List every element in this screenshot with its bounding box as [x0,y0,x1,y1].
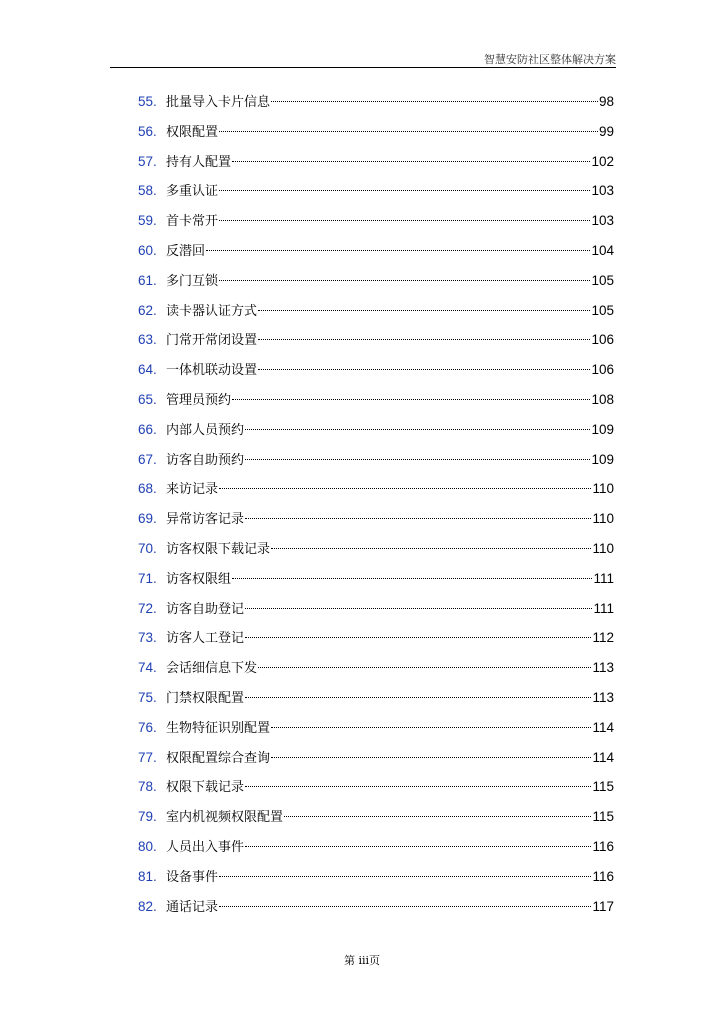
header-divider [110,67,616,68]
toc-entry[interactable] [138,597,614,627]
toc-entry-title[interactable]: 访客权限下载记录 [166,541,271,557]
toc-entry-number: 74. [138,660,157,676]
toc-entry-page[interactable]: 102 [591,153,614,169]
toc-dot-leader [232,578,592,579]
toc-entry[interactable] [138,537,614,567]
toc-entry-number: 61. [138,272,157,288]
toc-entry-title[interactable]: 生物特征识别配置 [166,720,271,736]
page-header [0,0,724,70]
toc-entry-number: 58. [138,183,157,199]
toc-entry-page[interactable]: 103 [591,183,614,199]
toc-entry[interactable] [138,656,614,686]
toc-entry-title[interactable]: 多重认证 [166,184,219,200]
toc-entry-number: 72. [138,600,157,616]
toc-entry[interactable] [138,209,614,239]
toc-entry-number: 56. [138,123,157,139]
toc-entry-page[interactable]: 108 [591,391,614,407]
toc-entry-number: 65. [138,391,157,407]
toc-dot-leader [219,131,598,132]
toc-entry-title[interactable]: 管理员预约 [166,392,232,408]
document-title: 智慧安防社区整体解决方案 [484,53,616,66]
toc-entry[interactable] [138,448,614,478]
toc-entry-title[interactable]: 设备事件 [166,869,219,885]
toc-entry[interactable] [138,150,614,180]
toc-dot-leader [284,816,591,817]
toc-entry-page[interactable]: 112 [592,630,614,646]
toc-dot-leader [245,637,591,638]
toc-entry-title[interactable]: 内部人员预约 [166,422,245,438]
toc-dot-leader [232,161,590,162]
toc-entry[interactable] [138,477,614,507]
toc-entry-title[interactable]: 访客权限组 [166,571,232,587]
toc-entry-title[interactable]: 门常开常闭设置 [166,333,258,349]
toc-entry-page[interactable]: 103 [591,213,614,229]
toc-entry[interactable] [138,388,614,418]
toc-entry-page[interactable]: 109 [591,451,614,467]
toc-dot-leader [219,488,591,489]
toc-entry-page[interactable]: 98 [598,94,614,109]
toc-entry-number: 60. [138,242,157,258]
toc-entry-number: 80. [138,838,157,854]
toc-entry-title[interactable]: 会话细信息下发 [166,661,258,677]
toc-entry[interactable] [138,746,614,776]
toc-entry-title[interactable]: 访客自助登记 [166,601,245,617]
toc-entry[interactable] [138,358,614,388]
toc-entry-number: 71. [138,570,157,586]
toc-entry-title[interactable]: 来访记录 [166,482,219,498]
toc-dot-leader [258,667,591,668]
toc-entry-title[interactable]: 通话记录 [166,899,219,915]
toc-entry[interactable] [138,775,614,805]
toc-entry-title[interactable]: 反潜回 [166,243,206,259]
toc-dot-leader [245,608,592,609]
toc-entry-page[interactable]: 110 [592,511,614,527]
toc-entry-page[interactable]: 115 [592,779,614,795]
toc-dot-leader [271,548,591,549]
toc-dot-leader [245,459,590,460]
toc-dot-leader [219,906,591,907]
toc-entry-number: 75. [138,689,157,705]
toc-entry-page[interactable]: 116 [592,868,614,884]
toc-dot-leader [219,220,590,221]
toc-entry-title[interactable]: 批量导入卡片信息 [166,95,271,110]
toc-entry-page[interactable]: 116 [592,838,614,854]
toc-entry-page[interactable]: 111 [593,600,614,616]
toc-entry-number: 73. [138,630,157,646]
toc-entry[interactable] [138,328,614,358]
toc-entry-page[interactable]: 111 [593,570,614,586]
toc-entry-number: 79. [138,809,157,825]
toc-entry-number: 63. [138,332,157,348]
toc-dot-leader [219,876,591,877]
toc-entry-page[interactable]: 115 [592,809,614,825]
toc-entry-title[interactable]: 室内机视频权限配置 [166,810,284,826]
toc-entry-number: 81. [138,868,157,884]
toc-dot-leader [271,727,591,728]
toc-dot-leader [271,101,598,102]
toc-entry[interactable] [138,507,614,537]
toc-entry-page[interactable]: 105 [591,302,614,318]
toc-dot-leader [219,190,590,191]
toc-entry-title[interactable]: 读卡器认证方式 [166,303,258,319]
toc-entry-title[interactable]: 首卡常开 [166,214,219,230]
toc-entry-title[interactable]: 权限配置 [166,124,219,140]
toc-dot-leader [245,786,591,787]
toc-dot-leader [258,369,590,370]
toc-entry-number: 59. [138,213,157,229]
toc-dot-leader [245,429,590,430]
toc-entry[interactable] [138,626,614,656]
toc-dot-leader [219,280,590,281]
toc-entry-title[interactable]: 异常访客记录 [166,512,245,528]
toc-entry[interactable] [138,90,614,120]
toc-entry-page[interactable]: 110 [592,481,614,497]
toc-entry-title[interactable]: 人员出入事件 [166,839,245,855]
toc-entry[interactable] [138,716,614,746]
toc-entry-number: 67. [138,451,157,467]
toc-entry-title[interactable]: 权限下载记录 [166,780,245,796]
toc-entry-page[interactable]: 114 [592,749,614,765]
toc-entry-number: 62. [138,302,157,318]
toc-entry-number: 69. [138,511,157,527]
toc-entry-title[interactable]: 门禁权限配置 [166,690,245,706]
toc-entry-title[interactable]: 访客自助预约 [166,452,245,468]
toc-entry-page[interactable]: 104 [591,242,614,258]
toc-dot-leader [258,310,590,311]
toc-entry-number: 68. [138,481,157,497]
toc-entry[interactable] [138,299,614,329]
toc-entry-number: 82. [138,898,157,914]
toc-entry-page[interactable]: 99 [598,123,614,139]
toc-dot-leader [245,846,591,847]
toc-entry[interactable] [138,805,614,835]
toc-dot-leader [258,339,590,340]
toc-entry[interactable] [138,865,614,895]
toc-entry-title[interactable]: 持有人配置 [166,154,232,170]
toc-entry[interactable] [138,239,614,269]
toc-entry[interactable] [138,686,614,716]
toc-entry[interactable] [138,120,614,150]
toc-entry-page[interactable]: 113 [592,689,614,705]
toc-entry-number: 76. [138,719,157,735]
toc-entry-number: 78. [138,779,157,795]
toc-entry-number: 57. [138,153,157,169]
toc-entry[interactable] [138,567,614,597]
toc-entry-page[interactable]: 110 [592,540,614,556]
toc-entry-title[interactable]: 一体机联动设置 [166,363,258,379]
toc-entry-title[interactable]: 多门互锁 [166,273,219,289]
toc-entry-page[interactable]: 117 [592,898,614,914]
toc-dot-leader [245,518,591,519]
toc-entry-number: 55. [138,94,157,109]
toc-entry[interactable] [138,418,614,448]
toc-dot-leader [206,250,590,251]
toc-entry-number: 77. [138,749,157,765]
toc-entry-number: 66. [138,421,157,437]
toc-entry-page[interactable]: 105 [591,272,614,288]
toc-entry-page[interactable]: 113 [592,660,614,676]
toc-entry[interactable] [138,269,614,299]
table-of-contents [138,90,614,924]
toc-entry-page[interactable]: 106 [591,362,614,378]
toc-entry-number: 70. [138,540,157,556]
toc-entry-title[interactable]: 权限配置综合查询 [166,750,271,766]
toc-dot-leader [271,757,591,758]
toc-entry[interactable] [138,895,614,925]
toc-dot-leader [245,697,591,698]
toc-entry-title[interactable]: 访客人工登记 [166,631,245,647]
toc-dot-leader [232,399,590,400]
toc-entry-page[interactable]: 114 [592,719,614,735]
toc-entry-page[interactable]: 106 [591,332,614,348]
toc-entry[interactable] [138,179,614,209]
toc-entry-number: 64. [138,362,157,378]
toc-entry-page[interactable]: 109 [591,421,614,437]
toc-entry[interactable] [138,835,614,865]
page-number: 第 iii页 [343,954,381,967]
